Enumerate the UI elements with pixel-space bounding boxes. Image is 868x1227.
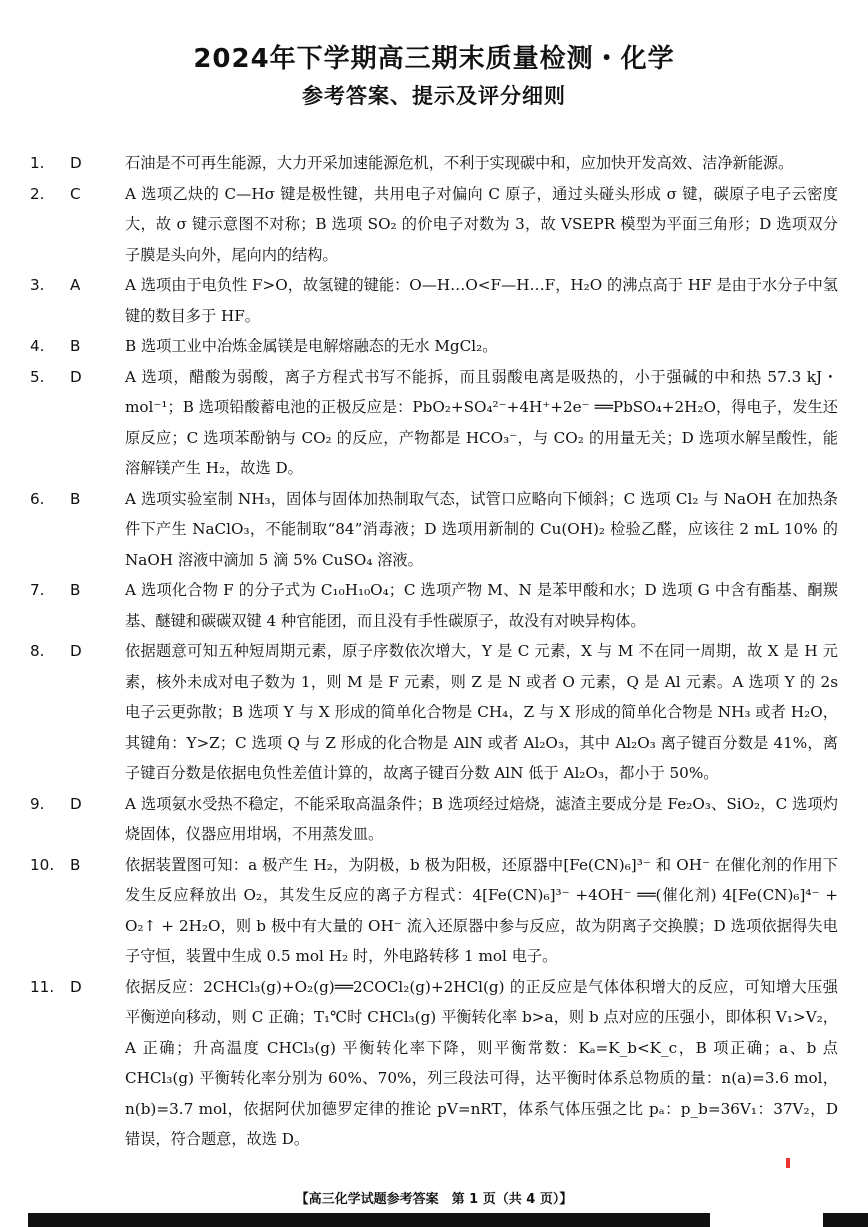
- answer-item-1: [30, 148, 838, 179]
- answer-list: [30, 148, 838, 1155]
- item-number: 5.: [30, 367, 45, 386]
- item-explanation: A 选项实验室制 NH₃，固体与固体加热制取气态，试管口应略向下倾斜；C 选项 Cl₂ 与 NaOH 在加热条件下产生 NaClO₃，不能制取“84”消毒液；D 选项用新制的 Cu(OH)₂ 检验乙醛，应该往 2 mL 10% 的 NaOH 溶液中滴加 5 滴 5% CuSO₄ 溶液。: [125, 489, 838, 569]
- item-number: 6.: [30, 489, 45, 508]
- item-explanation: A 选项由于电负性 F>O，故氢键的键能：O—H…O<F—H…F，H₂O 的沸点高于 HF 是由于水分子中氢键的数目多于 HF。: [125, 276, 838, 325]
- item-explanation: 依据题意可知五种短周期元素，原子序数依次增大，Y 是 C 元素，X 与 M 不在同一周期，故 X 是 H 元素，核外未成对电子数为 1，则 M 是 F 元素，则 Z 是 N 或者 O 元素，Q 是 Al 元素。A 选项 Y 的 2s 电子云更弥散；B 选项 Y 与 X 形成的简单化合物是 CH₄，Z 与 X 形成的简单化合物是 NH₃ 或者 H₂O，其键角：Y>Z；C 选项 Q 与 Z 形成的化合物是 AlN 或者 Al₂O₃，其中 Al₂O₃ 离子键百分数是 41%，离子键百分数是依据电负性差值计算的，故离子键百分数 AlN 低于 Al₂O₃，都小于 50%。: [125, 642, 838, 782]
- page-subtitle: 参考答案、提示及评分细则: [302, 84, 566, 108]
- item-explanation: A 选项化合物 F 的分子式为 C₁₀H₁₀O₄；C 选项产物 M、N 是苯甲酸和水；D 选项 G 中含有酯基、酮羰基、醚键和碳碳双键 4 种官能团，而且没有手性碳原子，故没有对映异构体。: [125, 581, 838, 630]
- item-number: 7.: [30, 581, 45, 599]
- item-answer: C: [70, 184, 81, 203]
- item-explanation: 石油是不可再生能源，大力开采加速能源危机，不利于实现碳中和，应加快开发高效、洁净新能源。: [125, 154, 794, 172]
- bottom-bar-left: [28, 1213, 710, 1227]
- item-answer: B: [70, 337, 81, 355]
- item-number: 3.: [30, 276, 45, 294]
- answer-item-6: [30, 484, 838, 576]
- answer-item-7: [30, 575, 838, 636]
- answer-item-9: [30, 789, 838, 850]
- answer-item-5: [30, 362, 838, 484]
- item-explanation: A 选项乙炔的 C—Hσ 键是极性键，共用电子对偏向 C 原子，通过头碰头形成 σ 键，碳原子电子云密度大，故 σ 键示意图不对称；B 选项 SO₂ 的价电子对数为 3，故 VSEPR 模型为平面三角形；D 选项双分子膜是头向外，尾向内的结构。: [125, 184, 838, 264]
- page-footer: 【高三化学试题参考答案 第 1 页（共 4 页）】: [295, 1192, 573, 1207]
- item-answer: D: [70, 642, 82, 660]
- item-number: 9.: [30, 794, 45, 813]
- item-answer: D: [70, 154, 82, 172]
- item-answer: D: [70, 794, 82, 813]
- answer-item-8: [30, 636, 838, 789]
- item-answer: D: [70, 367, 82, 386]
- item-number: 11.: [30, 977, 55, 996]
- cursor-mark: [786, 1158, 790, 1168]
- item-explanation: 依据反应：2CHCl₃(g)+O₂(g)══2COCl₂(g)+2HCl(g) 的正反应是气体体积增大的反应，可知增大压强平衡逆向移动，则 C 正确；T₁℃时 CHCl₃(g) 平衡转化率 b>a，则 b 点对应的压强小，即体积 V₁>V₂，A 正确；升高温度 CHCl₃(g) 平衡转化率下降，则平衡常数：Kₐ=K_b<K_c，B 项正确；a、b 点 CHCl₃(g) 平衡转化率分别为 60%、70%，列三段法可得，达平衡时体系总物质的量：n(a)=3.6 mol，n(b)=3.7 mol，依据阿伏加德罗定律的推论 pV=nRT，体系气体压强之比 pₐ：p_b=36V₁：37V₂，D 错误，符合题意，故选 D。: [125, 977, 838, 1148]
- item-answer: B: [70, 855, 81, 874]
- item-explanation: B 选项工业中冶炼金属镁是电解熔融态的无水 MgCl₂。: [125, 337, 498, 355]
- answer-item-3: [30, 270, 838, 331]
- item-answer: B: [70, 489, 81, 508]
- answer-item-11: [30, 972, 838, 1155]
- bottom-bar-right: [823, 1213, 868, 1227]
- item-answer: A: [70, 276, 81, 294]
- page-title: 2024年下学期高三期末质量检测・化学: [193, 44, 675, 74]
- item-explanation: 依据装置图可知：a 极产生 H₂，为阴极，b 极为阳极，还原器中[Fe(CN)₆]³⁻ 和 OH⁻ 在催化剂的作用下发生反应释放出 O₂，其发生反应的离子方程式：4[Fe(CN)₆]³⁻ +4OH⁻ ══(催化剂) 4[Fe(CN)₆]⁴⁻ + O₂↑ + 2H₂O，则 b 极中有大量的 OH⁻ 流入还原器中参与反应，故为阴离子交换膜；D 选项依据得失电子守恒，装置中生成 0.5 mol H₂ 时，外电路转移 1 mol 电子。: [125, 855, 838, 965]
- item-answer: B: [70, 581, 81, 599]
- answer-item-2: [30, 179, 838, 271]
- item-answer: D: [70, 977, 82, 996]
- item-number: 10.: [30, 855, 55, 874]
- item-explanation: A 选项氨水受热不稳定，不能采取高温条件；B 选项经过焙烧，滤渣主要成分是 Fe₂O₃、SiO₂，C 选项灼烧固体，仪器应用坩埚，不用蒸发皿。: [125, 794, 838, 843]
- item-explanation: A 选项，醋酸为弱酸，离子方程式书写不能拆，而且弱酸电离是吸热的，小于强碱的中和热 57.3 kJ・mol⁻¹；B 选项铅酸蓄电池的正极反应是：PbO₂+SO₄²⁻+4H⁺+2e⁻ ══PbSO₄+2H₂O，得电子，发生还原反应；C 选项苯酚钠与 CO₂ 的反应，产物都是 HCO₃⁻，与 CO₂ 的用量无关；D 选项水解呈酸性，能溶解镁产生 H₂，故选 D。: [125, 367, 838, 477]
- item-number: 8.: [30, 642, 45, 660]
- answer-item-10: [30, 850, 838, 972]
- answer-item-4: [30, 331, 838, 362]
- item-number: 2.: [30, 184, 45, 203]
- item-number: 1.: [30, 154, 45, 172]
- item-number: 4.: [30, 337, 45, 355]
